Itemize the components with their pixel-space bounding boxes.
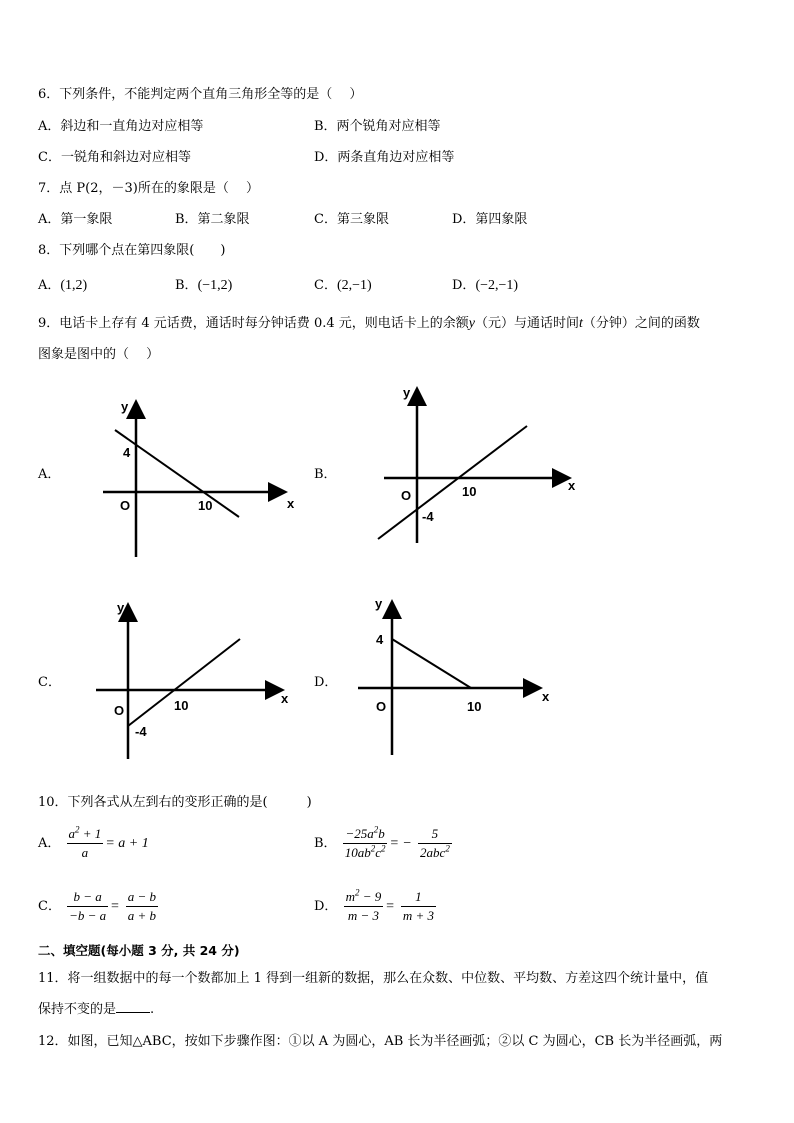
graph-c-y-label: y: [117, 600, 125, 615]
graph-a-line: [115, 430, 239, 517]
q7-stem: 7．点 P(2，－3)所在的象限是（ ）: [38, 181, 259, 196]
q8-option-d-label: D．: [452, 278, 476, 293]
graph-b-origin: O: [401, 488, 412, 503]
q7-option-a: A．第一象限: [38, 212, 113, 227]
graph-a-intercept-10: 10: [198, 498, 213, 513]
q10-a-fraction: $\frac{a^2 + 1}{a}$: [68, 824, 102, 860]
q11-line1: 11．将一组数据中的每一个数都加上 1 得到一组新的数据，那么在众数、中位数、平均数、方差这四个统计量中，值: [38, 971, 709, 986]
q10-b-fraction-left: $\frac{-25a^2b}{10ab^2c^2}$: [344, 824, 386, 860]
q9-option-d-label: D．: [314, 675, 338, 690]
q10-option-c-label: C．: [38, 899, 61, 914]
q9-stem-line1: [38, 312, 700, 332]
q8-option-b: [175, 274, 232, 294]
q9-stem-part3: （分钟）之间的函数: [582, 316, 700, 331]
q9-var-t: t: [578, 316, 583, 331]
q10-option-d-label: D．: [314, 899, 338, 914]
q9-option-b-label: B．: [314, 467, 337, 482]
q8-option-a: [38, 274, 87, 294]
q10-option-a-label: A．: [38, 836, 61, 851]
q8-option-c: [314, 274, 372, 294]
q10-option-d: [314, 889, 438, 924]
q8-option-b-value: (−1,2): [197, 278, 233, 293]
section-2-heading: 二、填空题(每小题 3 分, 共 24 分): [38, 943, 240, 958]
q6-option-d: D．两条直角边对应相等: [314, 150, 455, 165]
q8-option-b-label: B．: [175, 278, 198, 293]
q8-option-c-value: (2,−1): [336, 278, 372, 293]
q10-option-b-label: B．: [314, 836, 337, 851]
graph-b-line: [378, 426, 527, 539]
q9-option-a-label: A．: [38, 467, 61, 482]
graph-d-line: [392, 639, 471, 688]
graph-b-y-label: y: [403, 385, 411, 400]
q6-option-c: C．一锐角和斜边对应相等: [38, 150, 191, 165]
q6-option-b: B．两个锐角对应相等: [314, 119, 441, 134]
q7-option-b: B．第二象限: [175, 212, 250, 227]
q10-d-fraction-right: $\frac{1}{m + 3}$: [402, 889, 435, 923]
graph-c-origin: O: [114, 703, 125, 718]
graph-b-x-label: x: [568, 478, 576, 493]
q7-option-d: D．第四象限: [452, 212, 528, 227]
q8-option-c-label: C．: [314, 278, 337, 293]
q9-stem-part1: 9．电话卡上存有 4 元话费，通话时每分钟话费 0.4 元，则电话卡上的余额: [38, 316, 469, 331]
q9-var-y: y: [468, 316, 475, 331]
q9-stem-part2: （元）与通话时间: [474, 316, 579, 331]
graph-c-intercept-neg4: -4: [135, 724, 147, 739]
q10-c-fraction-left: $\frac{b - a}{-b - a}$: [69, 889, 107, 923]
q10-option-b: [314, 826, 454, 861]
q10-stem: 10．下列各式从左到右的变形正确的是( ): [38, 795, 312, 810]
q11-answer-blank: [116, 1000, 150, 1013]
q10-d-eq: =: [385, 899, 395, 914]
graph-d-intercept-10: 10: [467, 699, 482, 714]
q12-line1: 12．如图，已知△ABC，按如下步骤作图：①以 A 为圆心，AB 长为半径画弧；②以 C 为圆心，CB 长为半径画弧，两: [38, 1034, 723, 1049]
graph-d-y-label: y: [375, 596, 383, 611]
q10-b-eq: = −: [389, 836, 412, 851]
q11-line2: [38, 998, 154, 1017]
graph-a-y-label: y: [121, 399, 129, 414]
q10-b-fraction-right: $\frac{5}{2abc^2}$: [420, 826, 450, 860]
q11-line2-end: .: [150, 1002, 155, 1017]
q10-d-fraction-left: $\frac{m^2 - 9}{m - 3}$: [345, 887, 382, 923]
graph-c: [90, 597, 300, 767]
graph-d-x-label: x: [542, 689, 550, 704]
q11-line2-text: 保持不变的是: [38, 1002, 117, 1017]
q9-option-c-label: C．: [38, 675, 61, 690]
q10-c-fraction-right: $\frac{a - b}{a + b}$: [127, 889, 157, 923]
graph-a-x-label: x: [287, 496, 295, 511]
graph-b-intercept-neg4: -4: [422, 509, 434, 524]
q6-option-a: A．斜边和一直角边对应相等: [38, 119, 204, 134]
q10-option-c: [38, 889, 160, 924]
q10-option-a: [38, 826, 149, 861]
q8-option-d-value: (−2,−1): [475, 278, 519, 293]
graph-d-origin: O: [376, 699, 387, 714]
graph-b-intercept-10: 10: [462, 484, 477, 499]
graph-a: [95, 392, 305, 564]
q8-option-d: [452, 274, 518, 294]
q6-stem: 6．下列条件，不能判定两个直角三角形全等的是（ ）: [38, 87, 363, 102]
q7-option-c: C．第三象限: [314, 212, 389, 227]
graph-c-x-label: x: [281, 691, 289, 706]
q10-a-rhs: = a + 1: [105, 836, 149, 851]
q8-option-a-label: A．: [38, 278, 61, 293]
q10-c-eq: =: [110, 899, 120, 914]
graph-c-intercept-10: 10: [174, 698, 189, 713]
q9-stem-line2: 图象是图中的（ ）: [38, 347, 160, 362]
graph-a-origin: O: [120, 498, 131, 513]
graph-b: [370, 383, 585, 548]
q8-stem: 8．下列哪个点在第四象限( ): [38, 243, 226, 258]
q8-option-a-value: (1,2): [60, 278, 88, 293]
graph-d: [350, 594, 565, 759]
graph-d-intercept-4: 4: [376, 632, 384, 647]
graph-a-intercept-4: 4: [123, 445, 131, 460]
